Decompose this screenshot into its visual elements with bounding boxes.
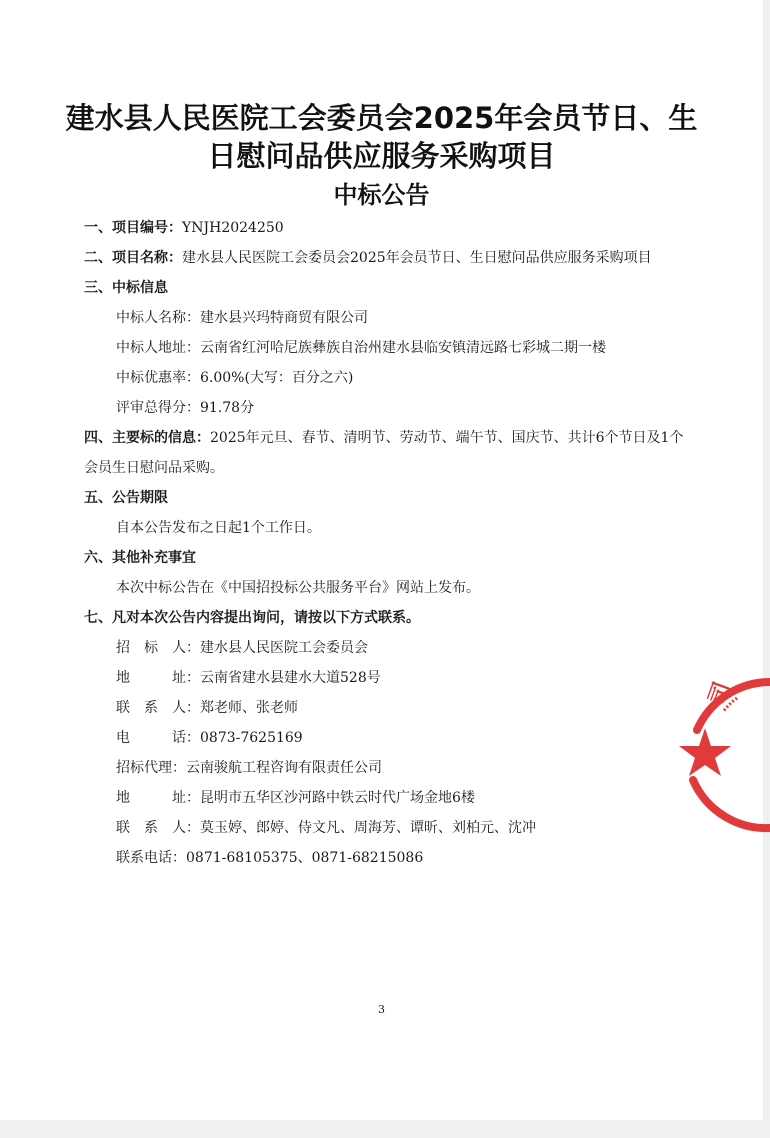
section-main-items-cont: 会员生日慰问品采购。 [84, 460, 224, 476]
agent-name: 招标代理：云南骏航工程咨询有限责任公司 [116, 760, 382, 776]
agent-phone: 联系电话：0871-68105375、0871-68215086 [116, 850, 424, 866]
section-value: 2025年元旦、春节、清明节、劳动节、端午节、国庆节、共计6个节日及1个 [210, 430, 684, 446]
section-main-items [84, 428, 683, 448]
agent-contact: 联 系 人：莫玉婷、郎婷、侍文凡、周海芳、谭昕、刘柏元、沈冲 [116, 820, 536, 836]
section-project-number [84, 218, 284, 238]
purchaser-phone: 电 话：0873-7625169 [116, 730, 303, 746]
section-label: 一、项目编号： [84, 220, 182, 236]
title-line-1: 建水县人民医院工会委员会2025年会员节日、生 [65, 101, 698, 135]
section-value: YNJH2024250 [182, 220, 284, 236]
seal-stamp [675, 670, 770, 840]
section-contact: 七、凡对本次公告内容提出询问，请按以下方式联系。 [84, 610, 420, 626]
review-score: 评审总得分：91.78分 [116, 400, 255, 416]
seal-star [679, 728, 731, 776]
winner-rate: 中标优惠率：6.00%(大写：百分之六) [116, 370, 354, 386]
section-project-name [84, 248, 652, 268]
other-value: 本次中标公告在《中国招投标公共服务平台》网站上发布。 [116, 580, 480, 596]
section-award-info: 三、中标信息 [84, 280, 168, 296]
section-label: 二、项目名称： [84, 250, 182, 266]
title-line-2: 日慰问品供应服务采购项目 [207, 139, 556, 173]
purchaser-address: 地 址：云南省建水县建水大道528号 [116, 670, 381, 686]
page-number: 3 [378, 1003, 385, 1016]
winner-address: 中标人地址：云南省红河哈尼族彝族自治州建水县临安镇清远路七彩城二期一楼 [116, 340, 606, 356]
purchaser-contact: 联 系 人：郑老师、张老师 [116, 700, 298, 716]
agent-address: 地 址：昆明市五华区沙河路中铁云时代广场金地6楼 [116, 790, 475, 806]
winner-name: 中标人名称：建水县兴玛特商贸有限公司 [116, 310, 368, 326]
purchaser-name: 招 标 人：建水县人民医院工会委员会 [116, 640, 368, 656]
notice-period-value: 自本公告发布之日起1个工作日。 [116, 520, 321, 536]
section-other: 六、其他补充事宜 [84, 550, 196, 566]
title-line-3: 中标公告 [333, 181, 430, 209]
section-value: 建水县人民医院工会委员会2025年会员节日、生日慰问品供应服务采购项目 [182, 250, 652, 266]
section-notice-period: 五、公告期限 [84, 490, 168, 506]
section-label: 四、主要标的信息： [84, 430, 210, 446]
seal-character: 司 [704, 678, 736, 709]
